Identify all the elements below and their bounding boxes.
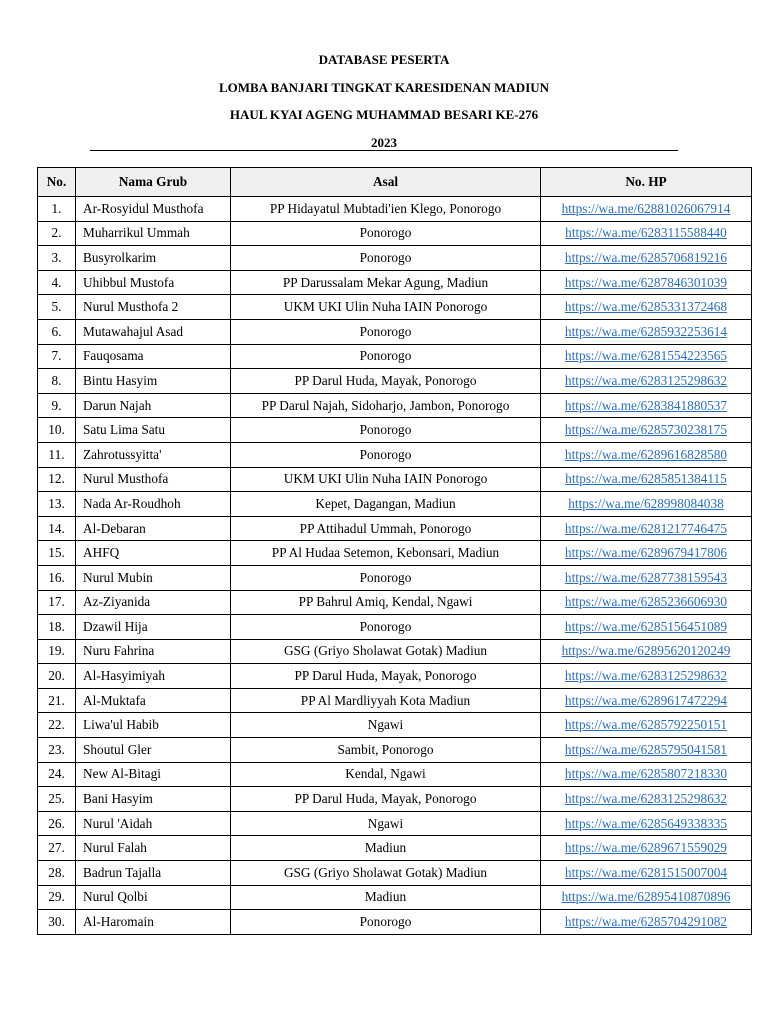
group-name: Nada Ar-Roudhoh <box>76 492 231 517</box>
phone-cell <box>541 197 752 222</box>
row-number: 13. <box>38 492 76 517</box>
phone-cell <box>541 246 752 271</box>
group-origin: Ngawi <box>231 811 541 836</box>
table-row <box>38 442 752 467</box>
whatsapp-link[interactable]: https://wa.me/6287738159543 <box>564 569 728 585</box>
group-name: Darun Najah <box>76 393 231 418</box>
group-origin: PP Al Mardliyyah Kota Madiun <box>231 688 541 713</box>
whatsapp-link[interactable]: https://wa.me/6281554223565 <box>564 348 728 364</box>
group-name: Al-Muktafa <box>76 688 231 713</box>
column-header-no-hp: No. HP <box>541 168 752 197</box>
group-origin: PP Hidayatul Mubtadi'ien Klego, Ponorogo <box>231 197 541 222</box>
phone-cell <box>541 762 752 787</box>
group-origin: PP Darul Najah, Sidoharjo, Jambon, Ponorogo <box>231 393 541 418</box>
group-origin: PP Darussalam Mekar Agung, Madiun <box>231 270 541 295</box>
row-number: 27. <box>38 836 76 861</box>
table-row <box>38 541 752 566</box>
group-origin: PP Darul Huda, Mayak, Ponorogo <box>231 664 541 689</box>
whatsapp-link[interactable]: https://wa.me/6289616828580 <box>564 446 728 462</box>
header-occasion: HAUL KYAI AGENG MUHAMMAD BESARI KE-276 <box>229 107 539 122</box>
group-origin: Kendal, Ngawi <box>231 762 541 787</box>
phone-cell <box>541 442 752 467</box>
phone-cell <box>541 836 752 861</box>
group-name: Nurul Musthofa 2 <box>76 295 231 320</box>
table-row <box>38 811 752 836</box>
phone-cell <box>541 811 752 836</box>
column-header-no: No. <box>38 168 76 197</box>
whatsapp-link[interactable]: https://wa.me/6285932253614 <box>564 323 728 339</box>
row-number: 5. <box>38 295 76 320</box>
group-name: Zahrotussyitta' <box>76 442 231 467</box>
group-name: Nurul Falah <box>76 836 231 861</box>
header-event: LOMBA BANJARI TINGKAT KARESIDENAN MADIUN <box>218 79 550 95</box>
group-name: Nuru Fahrina <box>76 639 231 664</box>
group-origin: Kepet, Dagangan, Madiun <box>231 492 541 517</box>
whatsapp-link[interactable]: https://wa.me/6285704291082 <box>564 914 728 930</box>
table-row <box>38 393 752 418</box>
group-origin: GSG (Griyo Sholawat Gotak) Madiun <box>231 861 541 886</box>
table-row <box>38 319 752 344</box>
group-origin: Ponorogo <box>231 246 541 271</box>
phone-cell <box>541 885 752 910</box>
table-row <box>38 369 752 394</box>
group-origin: Ponorogo <box>231 910 541 935</box>
group-name: Uhibbul Mustofa <box>76 270 231 295</box>
row-number: 22. <box>38 713 76 738</box>
table-row <box>38 885 752 910</box>
group-name: Fauqosama <box>76 344 231 369</box>
group-name: Bintu Hasyim <box>76 369 231 394</box>
group-name: Nurul Qolbi <box>76 885 231 910</box>
phone-cell <box>541 615 752 640</box>
phone-cell <box>541 393 752 418</box>
table-row <box>38 836 752 861</box>
phone-cell <box>541 861 752 886</box>
phone-cell <box>541 787 752 812</box>
header-year: 2023 <box>371 134 397 150</box>
group-origin: Ponorogo <box>231 344 541 369</box>
phone-cell <box>541 910 752 935</box>
group-origin: UKM UKI Ulin Nuha IAIN Ponorogo <box>231 295 541 320</box>
group-origin: PP Darul Huda, Mayak, Ponorogo <box>231 787 541 812</box>
row-number: 19. <box>38 639 76 664</box>
group-origin: Ponorogo <box>231 442 541 467</box>
whatsapp-link[interactable]: https://wa.me/6289671559029 <box>564 840 728 856</box>
row-number: 24. <box>38 762 76 787</box>
group-name: Shoutul Gler <box>76 738 231 763</box>
whatsapp-link[interactable]: https://wa.me/6285807218330 <box>564 766 728 782</box>
phone-cell <box>541 295 752 320</box>
phone-cell <box>541 541 752 566</box>
table-row <box>38 590 752 615</box>
table-row <box>38 492 752 517</box>
group-name: Al-Haromain <box>76 910 231 935</box>
row-number: 2. <box>38 221 76 246</box>
group-name: New Al-Bitagi <box>76 762 231 787</box>
document-header <box>0 46 768 156</box>
row-number: 25. <box>38 787 76 812</box>
phone-cell <box>541 369 752 394</box>
whatsapp-link[interactable]: https://wa.me/6285795041581 <box>564 741 728 757</box>
phone-cell <box>541 639 752 664</box>
row-number: 1. <box>38 197 76 222</box>
group-name: Badrun Tajalla <box>76 861 231 886</box>
group-name: Ar-Rosyidul Musthofa <box>76 197 231 222</box>
table-row <box>38 197 752 222</box>
row-number: 6. <box>38 319 76 344</box>
group-origin: Sambit, Ponorogo <box>231 738 541 763</box>
whatsapp-link[interactable]: https://wa.me/6285730238175 <box>564 422 728 438</box>
group-name: Az-Ziyanida <box>76 590 231 615</box>
row-number: 30. <box>38 910 76 935</box>
phone-cell <box>541 344 752 369</box>
table-row <box>38 270 752 295</box>
row-number: 7. <box>38 344 76 369</box>
whatsapp-link[interactable]: https://wa.me/6283125298632 <box>564 372 728 388</box>
row-number: 20. <box>38 664 76 689</box>
table-row <box>38 467 752 492</box>
whatsapp-link[interactable]: https://wa.me/6283115588440 <box>565 225 727 241</box>
table-row <box>38 221 752 246</box>
row-number: 16. <box>38 565 76 590</box>
group-origin: GSG (Griyo Sholawat Gotak) Madiun <box>231 639 541 664</box>
group-origin: Ponorogo <box>231 319 541 344</box>
group-name: Al-Hasyimiyah <box>76 664 231 689</box>
table-row <box>38 565 752 590</box>
row-number: 10. <box>38 418 76 443</box>
whatsapp-link[interactable]: https://wa.me/6289679417806 <box>564 545 728 561</box>
phone-cell <box>541 664 752 689</box>
table-body <box>38 197 752 935</box>
group-origin: Madiun <box>231 885 541 910</box>
whatsapp-link[interactable]: https://wa.me/62881026067914 <box>561 200 731 216</box>
group-name: Muharrikul Ummah <box>76 221 231 246</box>
table-row <box>38 738 752 763</box>
whatsapp-link[interactable]: https://wa.me/6285331372468 <box>564 299 728 315</box>
whatsapp-link[interactable]: https://wa.me/628998084038 <box>568 495 724 511</box>
group-name: Nurul Mubin <box>76 565 231 590</box>
row-number: 12. <box>38 467 76 492</box>
group-origin: Ngawi <box>231 713 541 738</box>
row-number: 11. <box>38 442 76 467</box>
table-row <box>38 787 752 812</box>
whatsapp-link[interactable]: https://wa.me/6285706819216 <box>564 249 728 265</box>
whatsapp-link[interactable]: https://wa.me/6283125298632 <box>564 791 728 807</box>
column-header-asal: Asal <box>231 168 541 197</box>
column-header-nama-grub: Nama Grub <box>76 168 231 197</box>
table-row <box>38 910 752 935</box>
group-origin: PP Al Hudaa Setemon, Kebonsari, Madiun <box>231 541 541 566</box>
whatsapp-link[interactable]: https://wa.me/6285156451089 <box>564 618 728 634</box>
table-row <box>38 688 752 713</box>
group-name: Mutawahajul Asad <box>76 319 231 344</box>
table-row <box>38 861 752 886</box>
group-name: Nurul 'Aidah <box>76 811 231 836</box>
whatsapp-link[interactable]: https://wa.me/62895410870896 <box>561 889 731 905</box>
table-row <box>38 615 752 640</box>
table-row <box>38 762 752 787</box>
phone-cell <box>541 713 752 738</box>
phone-cell <box>541 516 752 541</box>
phone-cell <box>541 221 752 246</box>
whatsapp-link[interactable]: https://wa.me/62895620120249 <box>561 643 731 659</box>
whatsapp-link[interactable]: https://wa.me/6285792250151 <box>564 717 728 733</box>
phone-cell <box>541 467 752 492</box>
table-header-row <box>38 168 752 197</box>
whatsapp-link[interactable]: https://wa.me/6289617472294 <box>564 692 728 708</box>
group-name: Satu Lima Satu <box>76 418 231 443</box>
row-number: 23. <box>38 738 76 763</box>
group-name: Nurul Musthofa <box>76 467 231 492</box>
phone-cell <box>541 319 752 344</box>
table-row <box>38 295 752 320</box>
group-origin: Madiun <box>231 836 541 861</box>
header-title: DATABASE PESERTA <box>318 52 450 67</box>
table-row <box>38 516 752 541</box>
phone-cell <box>541 270 752 295</box>
group-origin: PP Attihadul Ummah, Ponorogo <box>231 516 541 541</box>
phone-cell <box>541 738 752 763</box>
group-name: Dzawil Hija <box>76 615 231 640</box>
row-number: 15. <box>38 541 76 566</box>
group-origin: Ponorogo <box>231 418 541 443</box>
whatsapp-link[interactable]: https://wa.me/6281515007004 <box>564 864 728 880</box>
group-origin: PP Bahrul Amiq, Kendal, Ngawi <box>231 590 541 615</box>
group-name: Al-Debaran <box>76 516 231 541</box>
group-name: AHFQ <box>76 541 231 566</box>
table-row <box>38 639 752 664</box>
group-origin: Ponorogo <box>231 565 541 590</box>
row-number: 4. <box>38 270 76 295</box>
phone-cell <box>541 688 752 713</box>
row-number: 9. <box>38 393 76 418</box>
table-row <box>38 713 752 738</box>
row-number: 3. <box>38 246 76 271</box>
row-number: 28. <box>38 861 76 886</box>
table-row <box>38 344 752 369</box>
group-name: Busyrolkarim <box>76 246 231 271</box>
whatsapp-link[interactable]: https://wa.me/6283841880537 <box>564 397 728 413</box>
group-origin: PP Darul Huda, Mayak, Ponorogo <box>231 369 541 394</box>
group-name: Liwa'ul Habib <box>76 713 231 738</box>
row-number: 14. <box>38 516 76 541</box>
row-number: 8. <box>38 369 76 394</box>
row-number: 26. <box>38 811 76 836</box>
phone-cell <box>541 565 752 590</box>
table-row <box>38 246 752 271</box>
group-origin: Ponorogo <box>231 615 541 640</box>
row-number: 29. <box>38 885 76 910</box>
row-number: 21. <box>38 688 76 713</box>
table-row <box>38 418 752 443</box>
group-origin: UKM UKI Ulin Nuha IAIN Ponorogo <box>231 467 541 492</box>
phone-cell <box>541 492 752 517</box>
group-name: Bani Hasyim <box>76 787 231 812</box>
whatsapp-link[interactable]: https://wa.me/6287846301039 <box>564 274 728 290</box>
whatsapp-link[interactable]: https://wa.me/6281217746475 <box>564 520 728 536</box>
phone-cell <box>541 418 752 443</box>
row-number: 17. <box>38 590 76 615</box>
phone-cell <box>541 590 752 615</box>
row-number: 18. <box>38 615 76 640</box>
header-divider <box>90 150 678 151</box>
whatsapp-link[interactable]: https://wa.me/6283125298632 <box>564 668 728 684</box>
whatsapp-link[interactable]: https://wa.me/6285649338335 <box>564 815 728 831</box>
whatsapp-link[interactable]: https://wa.me/6285236606930 <box>564 594 728 610</box>
group-origin: Ponorogo <box>231 221 541 246</box>
table-row <box>38 664 752 689</box>
whatsapp-link[interactable]: https://wa.me/6285851384115 <box>565 471 727 487</box>
participants-table <box>37 167 752 935</box>
